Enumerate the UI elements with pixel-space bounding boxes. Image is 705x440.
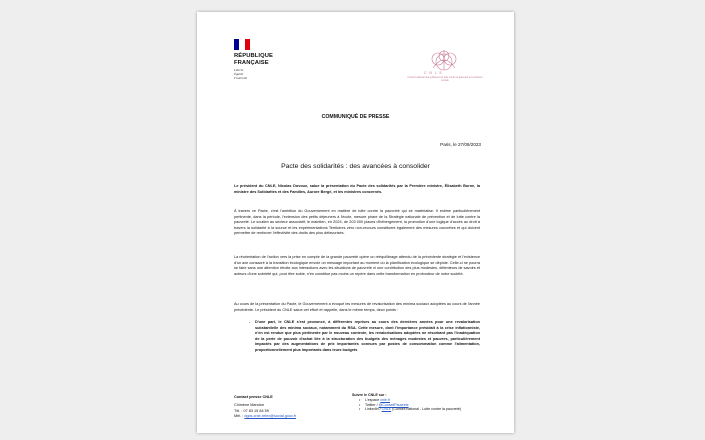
contact-phone: Tél. : 07 83 15 84 59	[234, 408, 269, 413]
cnle-subtitle: Conseil national des politiques de lutte contre la pauvreté et l'exclusion sociale	[407, 76, 483, 82]
intro-paragraph: Le président du CNLE, Nicolas Duvoux, salue la présentation du Pacte des solidarités par la Première ministre, Élisabeth Borne, la ministre des Solidarités et des Familles, Aurore Bergé, et les ministres concernés.	[234, 184, 480, 194]
contact-name: Chimène Mandon	[234, 403, 264, 408]
press-contact	[234, 395, 296, 419]
cnle-name: C N L E	[424, 71, 443, 75]
twitter-link[interactable]: @ConseilPauvrete	[378, 402, 409, 407]
follow-item-twitter: • Twitter / @ConseilPauvrete	[352, 403, 461, 408]
document-title: Pacte des solidarités : des avancées à consolider	[281, 163, 430, 170]
release-date: Paris, le 27/09/2023	[440, 142, 481, 147]
follow-item-site: • L'espace cnle.fr	[352, 398, 461, 403]
cnle-site-link[interactable]: cnle.fr	[380, 397, 391, 402]
press-release-label: COMMUNIQUÉ DE PRESSE	[321, 114, 390, 120]
body-paragraph-1: À travers ce Pacte, c'est l'ambition du Gouvernement en matière de lutte contre la pauvreté qui se matérialise. Il estime particulièrement pertinente, dans la période, l'extension des petits déjeuners à l'école, mesure phare de la Stratégie nationale de prévention et de lutte contre la pauvreté. Le soutien au secteur associatif, le maintien, en 2024, de 203 000 places d'hébergement, la promotion d'une logique d'accès au droit à travers la solidarité à la source et les expérimentations Territoires zéro non-recours constituent également des mesures concrètes et qui doivent permettre de renforcer l'effectivité des droits des plus défavorisés.	[234, 209, 480, 236]
follow-cnle	[352, 393, 461, 412]
republique-francaise-title: RÉPUBLIQUE FRANÇAISE	[234, 53, 274, 66]
document-page	[197, 12, 514, 433]
contact-mail: Mél. : dgcs-cnle-relex@social.gouv.fr	[234, 413, 297, 418]
body-paragraph-3: Au cours de la présentation du Pacte, le Gouvernement a évoqué les mesures de revalorisation des minima sociaux adoptées au cours de l'année précédente. Le président du CNLE salue cet effort et rappelle, dans le même temps, deux points :	[234, 302, 480, 312]
linkedin-link[interactable]: CNLE	[381, 407, 392, 412]
marianne-flag-logo	[234, 39, 250, 50]
follow-title: Suivre le CNLE sur :	[352, 393, 387, 397]
follow-item-linkedin: • LinkedIn / CNLE (Conseil national - Lutte contre la pauvreté)	[352, 407, 461, 412]
contact-title: Contact presse CNLE	[234, 395, 273, 399]
body-paragraph-2: La réorientation de l'action vers la prise en compte de la grande pauvreté opère un rééquilibrage attendu de la précédente stratégie et l'existence d'un axe consacré à la transition écologique envoie un message important au moment où la planification écologique se déploie. Celle-ci ne pourra se faire sans une attention étroite aux interactions avec les situations de pauvreté ni une contribution des plus modestes, détenteurs de savoirs et acteurs d'une sobriété qui, pour être subie, n'en constitue pas moins un repère dans cette transformation en profondeur de notre société.	[234, 255, 480, 276]
cnle-logo-icon	[419, 48, 469, 72]
bullet-paragraph: D'une part, le CNLE s'est prononcé, à différentes reprises au cours des dernières années pour une revalorisation substantielle des minima sociaux, notamment du RSA. Cette mesure, dont l'importance présidait à la crise inflationniste, n'en est rendue que plus pertinente par le nouveau contexte, les revalorisations adoptées ne résorbant pas l'inadéquation de la perte de pouvoir d'achat liée à la structuration des budgets des ménages modestes et pauvres, particulièrement impactés par des augmentations de prix importantes connues par postes de consommation comme l'alimentation, proportionnellement plus importants dans leurs budgets	[255, 320, 480, 352]
contact-mail-link[interactable]: dgcs-cnle-relex@social.gouv.fr	[244, 413, 297, 418]
bullet-marker: -	[249, 320, 251, 324]
republic-motto: Liberté Égalité Fraternité	[234, 68, 248, 80]
